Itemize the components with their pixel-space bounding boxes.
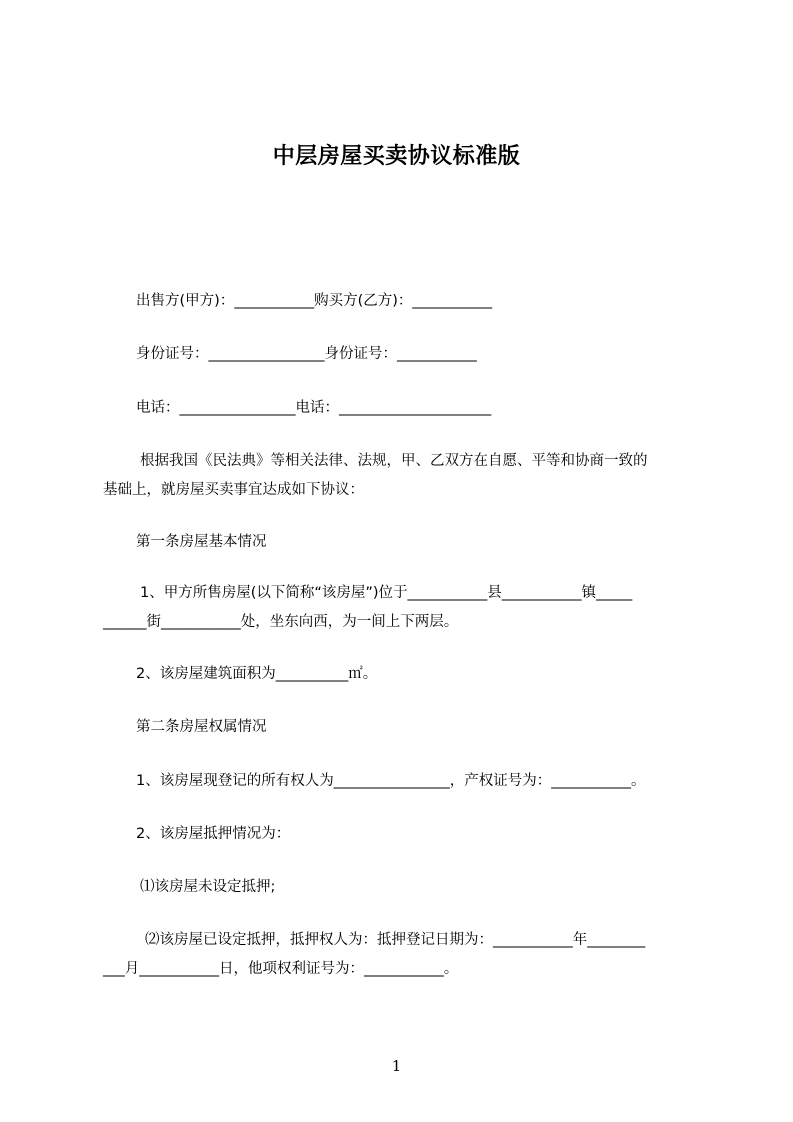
- preamble-line-1: 根据我国《民法典》等相关法律、法规，甲、乙双方在自愿、平等和协商一致的: [140, 453, 648, 469]
- article-1-heading: 第一条房屋基本情况: [136, 534, 267, 550]
- article-2-heading: 第二条房屋权属情况: [136, 719, 267, 735]
- phone-line: 电话：________________电话：_____________________: [136, 400, 492, 416]
- article-1-item-2: 2、该房屋建筑面积为__________㎡。: [136, 666, 378, 682]
- article-1-item-1-line-1: 1、甲方所售房屋(以下简称“该房屋”)位于___________县___________镇_____: [140, 585, 633, 601]
- article-1-item-1-line-2: ______街___________处，坐东向西，为一间上下两层。: [103, 614, 459, 630]
- seller-buyer-line: 出售方(甲方)：___________购买方(乙方)：___________: [136, 293, 493, 309]
- mortgage-option-1: ⑴该房屋未设定抵押;: [140, 879, 276, 895]
- mortgage-option-2-line-1: ⑵该房屋已设定抵押，抵押权人为：抵押登记日期为：___________年________: [145, 932, 646, 948]
- mortgage-option-2-line-2: ___月___________日，他项权利证号为：___________。: [103, 961, 459, 977]
- article-2-item-2: 2、该房屋抵押情况为：: [136, 826, 291, 842]
- document-title: 中层房屋买卖协议标准版: [272, 144, 521, 169]
- id-number-line: 身份证号：________________身份证号：___________: [136, 346, 477, 362]
- article-2-item-1: 1、该房屋现登记的所有权人为________________，产权证号为：___________。: [136, 773, 646, 789]
- preamble-line-2: 基础上，就房屋买卖事宜达成如下协议：: [103, 482, 364, 498]
- page-number: 1: [391, 1057, 402, 1075]
